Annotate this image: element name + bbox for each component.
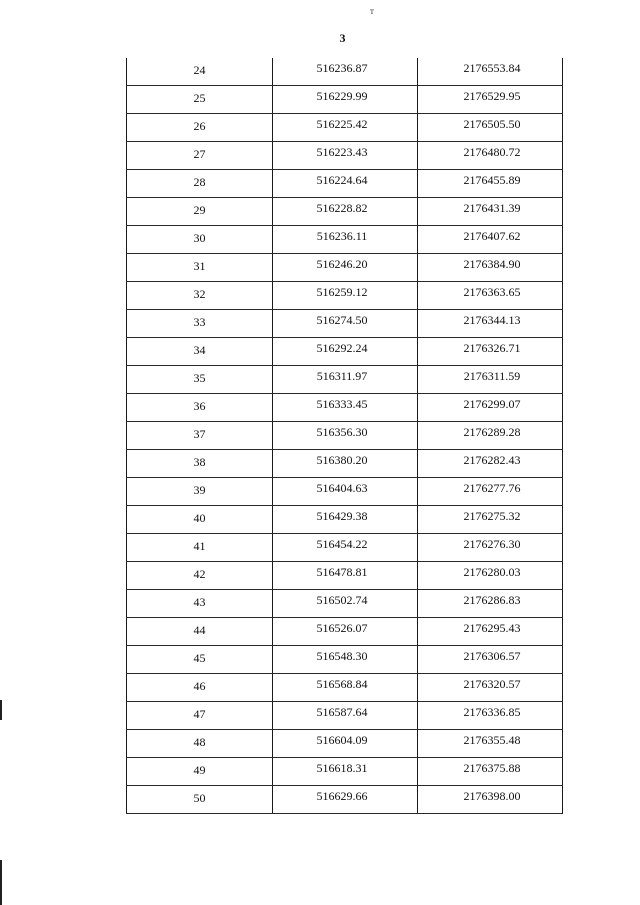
x-coordinate: 516333.45 [316,397,368,411]
x-coordinate-cell [273,198,418,226]
y-coordinate: 2176455.89 [463,173,521,187]
x-coordinate: 516236.11 [316,229,368,243]
x-coordinate-cell [273,226,418,254]
point-number-cell [127,338,273,366]
y-coordinate: 2176384.90 [463,257,521,271]
x-coordinate-cell [273,702,418,730]
point-number-cell [127,646,273,674]
x-coordinate: 516502.74 [316,593,368,607]
y-coordinate-cell [418,478,563,506]
point-number: 33 [193,315,206,329]
point-number: 44 [193,623,206,637]
point-number: 39 [193,483,206,497]
y-coordinate-cell [418,562,563,590]
table-row [127,338,563,366]
point-number: 25 [193,91,206,105]
x-coordinate-cell [273,310,418,338]
y-coordinate-cell [418,142,563,170]
x-coordinate-cell [273,450,418,478]
point-number-cell [127,422,273,450]
y-coordinate: 2176326.71 [463,341,521,355]
x-coordinate-cell [273,114,418,142]
point-number: 35 [193,371,206,385]
x-coordinate: 516618.31 [316,761,368,775]
table-row [127,758,563,786]
point-number-cell [127,730,273,758]
point-number-cell [127,226,273,254]
table-row [127,730,563,758]
y-coordinate-cell [418,310,563,338]
x-coordinate-cell [273,58,418,86]
point-number-cell [127,198,273,226]
point-number-cell [127,534,273,562]
y-coordinate-cell [418,730,563,758]
point-number-cell [127,562,273,590]
y-coordinate: 2176480.72 [463,145,521,159]
table-row [127,254,563,282]
y-coordinate: 2176275.32 [463,509,521,523]
point-number: 49 [193,763,206,777]
point-number: 37 [193,427,206,441]
x-coordinate-cell [273,534,418,562]
table-row [127,142,563,170]
y-coordinate-cell [418,338,563,366]
point-number-cell [127,506,273,534]
table-row [127,562,563,590]
x-coordinate-cell [273,758,418,786]
x-coordinate-cell [273,338,418,366]
x-coordinate-cell [273,646,418,674]
y-coordinate-cell [418,534,563,562]
y-coordinate: 2176355.48 [463,733,521,747]
y-coordinate-cell [418,366,563,394]
point-number: 45 [193,651,206,665]
x-coordinate-cell [273,142,418,170]
point-number: 50 [193,791,206,805]
y-coordinate: 2176336.85 [463,705,521,719]
x-coordinate-cell [273,506,418,534]
y-coordinate-cell [418,394,563,422]
x-coordinate: 516259.12 [316,285,368,299]
x-coordinate-cell [273,254,418,282]
y-coordinate-cell [418,422,563,450]
y-coordinate: 2176306.57 [463,649,521,663]
table-row [127,422,563,450]
x-coordinate: 516478.81 [316,565,368,579]
point-number-cell [127,590,273,618]
point-number-cell [127,114,273,142]
y-coordinate-cell [418,170,563,198]
table-row [127,58,563,86]
point-number: 31 [193,259,206,273]
point-number-cell [127,366,273,394]
y-coordinate: 2176344.13 [463,313,521,327]
y-coordinate-cell [418,590,563,618]
x-coordinate: 516587.64 [316,705,368,719]
point-number: 48 [193,735,206,749]
y-coordinate: 2176295.43 [463,621,521,635]
page-number: 3 [339,31,346,45]
x-coordinate-cell [273,478,418,506]
y-coordinate: 2176289.28 [463,425,521,439]
x-coordinate: 516629.66 [316,789,368,803]
point-number: 36 [193,399,206,413]
x-coordinate-cell [273,674,418,702]
x-coordinate: 516604.09 [316,733,368,747]
y-coordinate: 2176320.57 [463,677,521,691]
x-coordinate: 516404.63 [316,481,368,495]
table-row [127,786,563,814]
y-coordinate-cell [418,198,563,226]
x-coordinate-cell [273,170,418,198]
y-coordinate-cell [418,86,563,114]
table-row [127,590,563,618]
y-coordinate-cell [418,506,563,534]
point-number: 41 [193,539,206,553]
y-coordinate-cell [418,758,563,786]
point-number-cell [127,618,273,646]
table-row [127,702,563,730]
scan-mark: т [370,6,374,16]
y-coordinate-cell [418,646,563,674]
y-coordinate-cell [418,674,563,702]
x-coordinate: 516229.99 [316,89,368,103]
y-coordinate: 2176431.39 [463,201,521,215]
table-row [127,674,563,702]
point-number: 32 [193,287,206,301]
table-row [127,618,563,646]
y-coordinate: 2176375.88 [463,761,521,775]
point-number-cell [127,310,273,338]
point-number: 28 [193,175,206,189]
point-number-cell [127,394,273,422]
table-row [127,478,563,506]
table-row [127,198,563,226]
point-number-cell [127,450,273,478]
x-coordinate: 516568.84 [316,677,368,691]
y-coordinate: 2176529.95 [463,89,521,103]
x-coordinate-cell [273,618,418,646]
x-coordinate: 516274.50 [316,313,368,327]
x-coordinate: 516526.07 [316,621,368,635]
y-coordinate: 2176280.03 [463,565,521,579]
y-coordinate-cell [418,114,563,142]
coordinates-table-body [127,58,563,814]
table-row [127,86,563,114]
table-row [127,534,563,562]
point-number: 47 [193,707,206,721]
y-coordinate-cell [418,702,563,730]
y-coordinate: 2176277.76 [463,481,521,495]
y-coordinate: 2176311.59 [463,369,521,383]
table-row [127,450,563,478]
table-row [127,366,563,394]
x-coordinate-cell [273,366,418,394]
x-coordinate-cell [273,394,418,422]
x-coordinate-cell [273,590,418,618]
point-number: 26 [193,119,206,133]
x-coordinate: 516236.87 [316,61,368,75]
y-coordinate-cell [418,786,563,814]
x-coordinate: 516225.42 [316,117,368,131]
y-coordinate-cell [418,226,563,254]
y-coordinate-cell [418,282,563,310]
point-number-cell [127,86,273,114]
point-number-cell [127,142,273,170]
x-coordinate: 516223.43 [316,145,368,159]
x-coordinate: 516311.97 [316,369,368,383]
point-number: 27 [193,147,206,161]
table-row [127,646,563,674]
table-row [127,506,563,534]
y-coordinate: 2176407.62 [463,229,521,243]
x-coordinate: 516292.24 [316,341,368,355]
x-coordinate-cell [273,282,418,310]
x-coordinate: 516246.20 [316,257,368,271]
y-coordinate: 2176363.65 [463,285,521,299]
y-coordinate-cell [418,450,563,478]
x-coordinate: 516228.82 [316,201,368,215]
x-coordinate-cell [273,422,418,450]
x-coordinate: 516224.64 [316,173,368,187]
point-number: 38 [193,455,206,469]
x-coordinate: 516548.30 [316,649,368,663]
y-coordinate: 2176276.30 [463,537,521,551]
y-coordinate-cell [418,618,563,646]
y-coordinate-cell [418,254,563,282]
x-coordinate: 516356.30 [316,425,368,439]
x-coordinate: 516429.38 [316,509,368,523]
point-number-cell [127,170,273,198]
point-number-cell [127,478,273,506]
table-row [127,310,563,338]
y-coordinate: 2176282.43 [463,453,521,467]
y-coordinate: 2176553.84 [463,61,521,75]
point-number: 42 [193,567,206,581]
point-number-cell [127,702,273,730]
point-number: 24 [193,63,206,77]
table-row [127,226,563,254]
y-coordinate-cell [418,58,563,86]
x-coordinate-cell [273,730,418,758]
point-number: 30 [193,231,206,245]
table-row [127,114,563,142]
point-number: 43 [193,595,206,609]
x-coordinate-cell [273,562,418,590]
point-number-cell [127,282,273,310]
point-number: 46 [193,679,206,693]
y-coordinate: 2176505.50 [463,117,521,131]
y-coordinate: 2176286.83 [463,593,521,607]
scan-edge-shadow [0,0,2,905]
point-number-cell [127,58,273,86]
table-row [127,282,563,310]
point-number-cell [127,758,273,786]
y-coordinate: 2176398.00 [463,789,521,803]
point-number-cell [127,786,273,814]
coordinates-table [126,58,563,814]
point-number-cell [127,254,273,282]
point-number: 29 [193,203,206,217]
point-number: 40 [193,511,206,525]
x-coordinate-cell [273,786,418,814]
point-number-cell [127,674,273,702]
table-row [127,170,563,198]
x-coordinate-cell [273,86,418,114]
point-number: 34 [193,343,206,357]
y-coordinate: 2176299.07 [463,397,521,411]
table-row [127,394,563,422]
x-coordinate: 516380.20 [316,453,368,467]
x-coordinate: 516454.22 [316,537,368,551]
